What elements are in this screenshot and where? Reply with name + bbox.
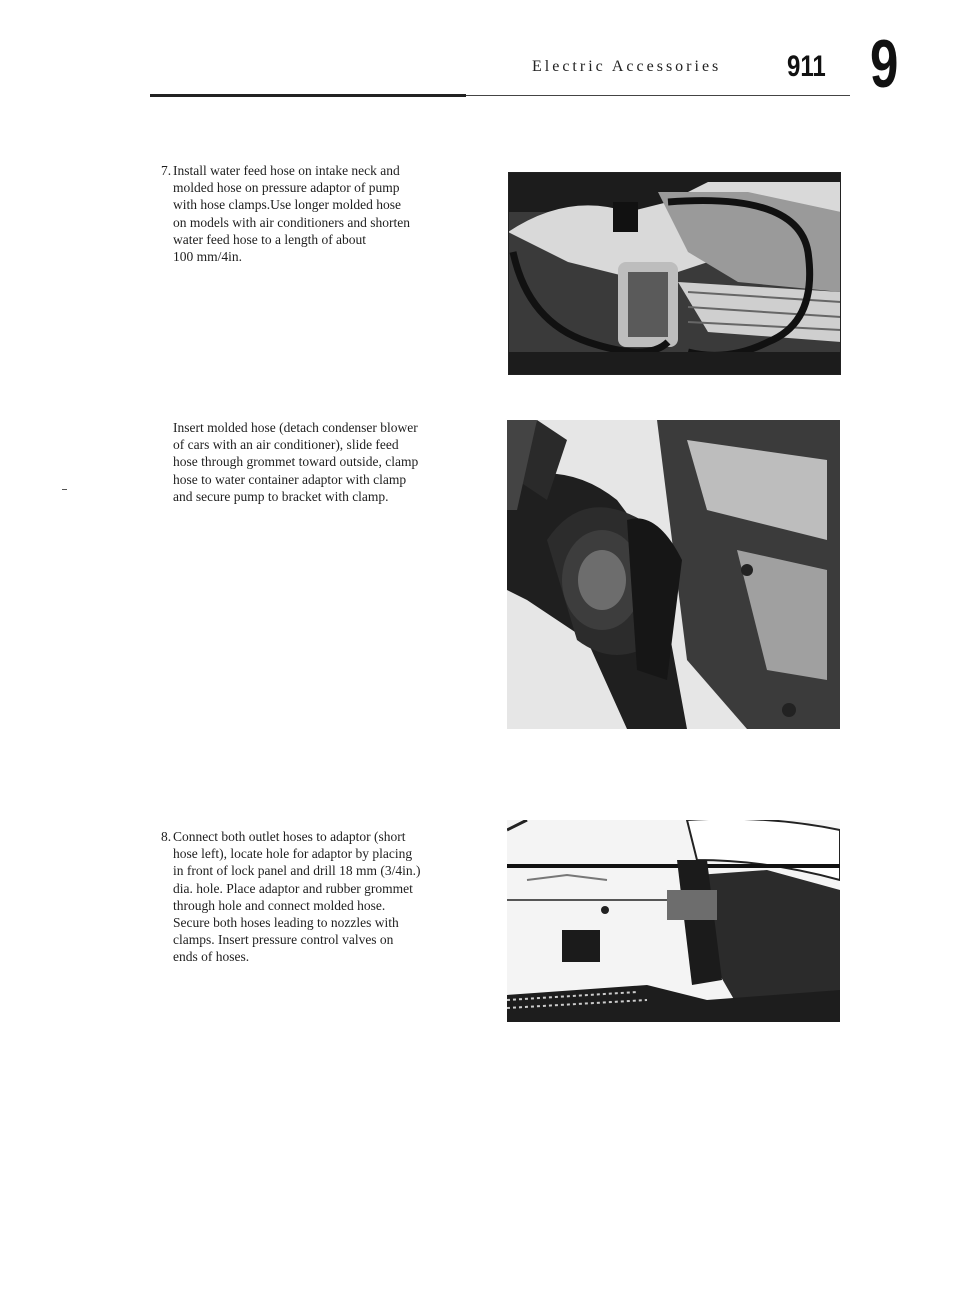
step-line: hose left), locate hole for adaptor by placing xyxy=(173,846,413,862)
step-line: ends of hoses. xyxy=(173,949,250,965)
step-insert-molded-hose-text xyxy=(173,419,418,505)
photo-pump-bracket xyxy=(507,420,840,729)
step-8-text xyxy=(161,828,421,966)
step-line: Connect both outlet hoses to adaptor (short xyxy=(173,829,406,844)
margin-mark xyxy=(62,489,67,490)
step-line: through hole and connect molded hose. xyxy=(173,897,386,913)
step-line: Secure both hoses leading to nozzles with xyxy=(173,915,399,931)
header-rule xyxy=(150,94,466,97)
step-line: and secure pump to bracket with clamp. xyxy=(173,488,389,504)
step-line: on models with air conditioners and shorten xyxy=(173,214,410,230)
step-number: 7. xyxy=(161,163,172,178)
step-line: 100 mm/4in. xyxy=(173,249,243,265)
step-line: Insert molded hose (detach condenser blower xyxy=(173,420,418,435)
step-line: of cars with an air conditioner), slide feed xyxy=(173,437,399,453)
step-line: Install water feed hose on intake neck and xyxy=(173,163,400,178)
step-line: molded hose on pressure adaptor of pump xyxy=(173,180,400,196)
step-line: in front of lock panel and drill 18 mm (3/4in.) xyxy=(173,863,421,879)
step-line: water feed hose to a length of about xyxy=(173,231,367,247)
step-line: with hose clamps.Use longer molded hose xyxy=(173,197,401,213)
running-head-model: 911 xyxy=(787,50,826,83)
step-7-text xyxy=(161,162,410,265)
step-line: hose to water container adaptor with clamp xyxy=(173,471,407,487)
chapter-number: 9 xyxy=(870,26,899,102)
photo-lock-panel-adaptor xyxy=(507,820,840,1022)
step-line: hose through grommet toward outside, clamp xyxy=(173,454,419,470)
step-line: dia. hole. Place adaptor and rubber grommet xyxy=(173,880,413,896)
header-rule-thin xyxy=(466,95,850,96)
photo-pump-hoses xyxy=(508,172,841,375)
step-line: clamps. Insert pressure control valves on xyxy=(173,932,394,948)
running-head-section-title: Electric Accessories xyxy=(532,58,722,75)
step-number: 8. xyxy=(161,829,172,844)
